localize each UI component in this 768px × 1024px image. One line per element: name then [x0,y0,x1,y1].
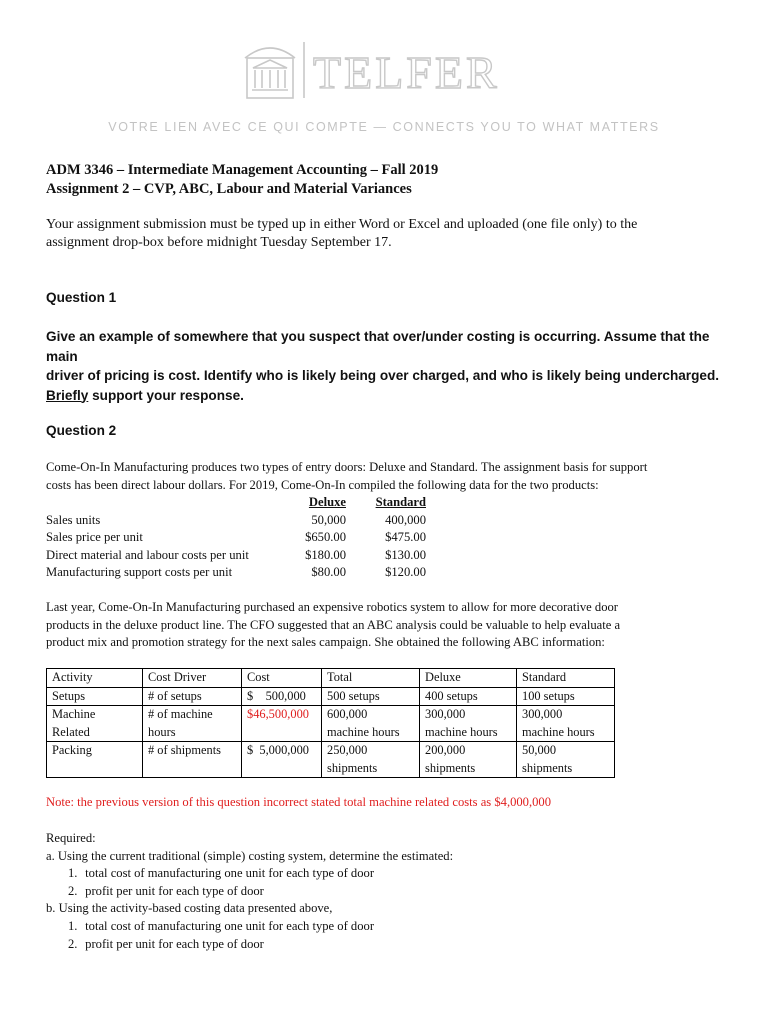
q1-line: driver of pricing is cost. Identify who is likely being over charged, and who is likely being undercharged. [46,368,720,383]
header-cell: Deluxe [420,669,517,688]
question-2-heading: Question 2 [46,423,117,438]
intro-paragraph [46,216,726,252]
cell-line: Packing [52,743,92,757]
cell-line: 600,000 [327,707,368,721]
cell-line: 500 setups [327,688,380,703]
list-item-text: profit per unit for each type of door [85,883,264,898]
required-heading: Required: [46,831,96,845]
q2-line: Come-On-In Manufacturing produces two types of entry doors: Deluxe and Standard. The assignment basis for support [46,460,648,474]
table-row [47,706,615,742]
deluxe-header: Deluxe [308,495,346,509]
cell-line: # of setups [148,688,202,703]
activity-cell [47,687,143,706]
cell-line: # of machine [148,707,213,721]
q2-line: Last year, Come-On-In Manufacturing purchased an expensive robotics system to allow for more decorative door [46,600,618,614]
header-cell: Cost [242,669,322,688]
activity-cell [47,706,143,742]
standard-value: $475.00 [385,530,426,544]
cell-line: 300,000 [425,707,466,721]
question-2-paragraph-1 [46,459,726,494]
question-1-heading: Question 1 [46,290,117,305]
standard-header: Standard [375,495,426,509]
logo-wordmark: TELFER [313,47,500,98]
q1-line-rest: support your response. [88,387,244,403]
header-cell: Activity [47,669,143,688]
deluxe-value: $650.00 [305,530,346,544]
cell-line: hours [148,724,176,739]
deluxe-cell [420,706,517,742]
list-item-text: total cost of manufacturing one unit for each type of door [85,918,375,933]
standard-value: $120.00 [385,565,426,579]
cell-line: shipments [327,760,378,775]
cost-cell-highlighted: $46,500,000 [242,706,322,742]
cell-line: 50,000 [522,743,557,757]
header-cell: Total [322,669,420,688]
cell-line: Machine [52,707,96,721]
q1-line: Give an example of somewhere that you suspect that over/under costing is occurring. Assume that the main [46,329,710,364]
deluxe-value: $80.00 [311,565,346,579]
standard-cell [517,687,615,706]
cell-line: # of shipments [148,743,221,757]
row-label: Sales price per unit [46,530,143,544]
list-item: 2. profit per unit for each type of door [68,883,264,898]
row-label: Sales units [46,512,101,527]
tagline: VOTRE LIEN AVEC CE QUI COMPTE — CONNECTS YOU TO WHAT MATTERS [108,120,660,134]
question-2-paragraph-2 [46,599,726,652]
row-label: Direct material and labour costs per unit [46,547,249,562]
q2-line: costs has been direct labour dollars. For 2019, Come-On-In compiled the following data for the two products: [46,477,599,492]
cell-line: 100 setups [522,688,575,703]
q1-line [46,386,726,406]
total-cell [322,687,420,706]
cell-line: Setups [52,688,86,703]
cell-line: 200,000 [425,743,466,757]
cell-line: shipments [425,760,476,775]
list-item-text: profit per unit for each type of door [85,936,264,951]
cell-line: 400 setups [425,688,478,703]
header-cell: Cost Driver [143,669,242,688]
abc-table [46,668,615,778]
cell-line: 300,000 [522,707,563,721]
header-cell: Standard [517,669,615,688]
table-row [47,687,615,706]
standard-value: $130.00 [385,547,426,562]
cell-line: shipments [522,760,573,775]
cell-line: machine hours [425,724,498,739]
deluxe-value: 50,000 [311,512,346,527]
cell-line: machine hours [327,724,400,739]
row-label: Manufacturing support costs per unit [46,565,233,579]
standard-value: 400,000 [385,512,426,527]
abc-header-row [47,669,615,688]
cost-cell: $ 5,000,000 [242,742,322,778]
total-cell [322,742,420,778]
standard-cell [517,742,615,778]
driver-cell [143,687,242,706]
required-section [46,830,453,953]
cost-cell: $ 500,000 [242,687,322,706]
driver-cell [143,742,242,778]
driver-cell [143,706,242,742]
list-item: 1. total cost of manufacturing one unit for each type of door [68,866,375,881]
deluxe-value: $180.00 [305,547,346,562]
total-cell [322,706,420,742]
document-title [46,161,726,199]
intro-line: assignment drop-box before midnight Tuesday September 17. [46,235,392,250]
briefly-emphasis: Briefly [46,387,89,403]
telfer-logo [243,38,500,100]
deluxe-cell [420,687,517,706]
title-line-2: Assignment 2 – CVP, ABC, Labour and Material Variances [46,181,412,197]
q2-line: products in the deluxe product line. The CFO suggested that an ABC analysis could be valuable to help evaluate a [46,617,621,632]
title-line-1: ADM 3346 – Intermediate Management Accounting – Fall 2019 [46,162,439,178]
intro-line: Your assignment submission must be typed up in either Word or Excel and uploaded (one file only) to the [46,217,638,232]
q2-line: product mix and promotion strategy for the next sales campaign. She obtained the following ABC information: [46,635,605,649]
question-1-text [46,327,726,405]
cell-line: machine hours [522,724,595,739]
correction-note: Note: the previous version of this question incorrect stated total machine related costs as $4,000,000 [46,795,552,809]
activity-cell [47,742,143,778]
list-item: 2. profit per unit for each type of door [68,936,264,951]
required-part-b: b. Using the activity-based costing data presented above, [46,901,333,916]
deluxe-cell [420,742,517,778]
list-item-text: total cost of manufacturing one unit for each type of door [85,866,375,881]
standard-cell [517,706,615,742]
required-part-a: a. Using the current traditional (simple) costing system, determine the estimated: [46,848,454,863]
table-row [47,742,615,778]
list-item: 1. total cost of manufacturing one unit for each type of door [68,918,375,933]
cell-line: 250,000 [327,743,368,757]
building-icon [243,38,500,100]
cell-line: Related [52,724,90,739]
